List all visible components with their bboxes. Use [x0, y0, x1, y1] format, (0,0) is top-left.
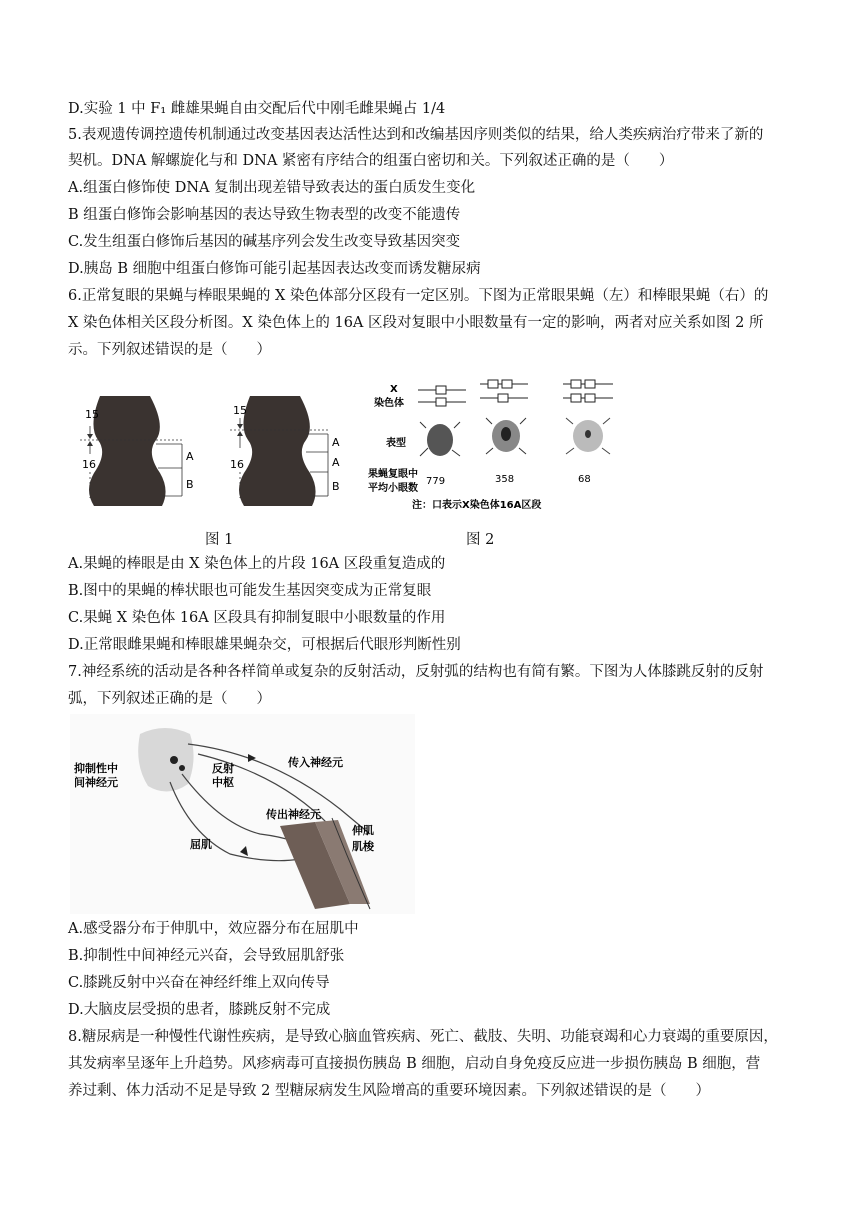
- chromosome-symbol-double-bar: [563, 380, 613, 402]
- figure-1-caption: 图 1: [205, 532, 234, 548]
- text-line: 养过剩、体力活动不足是导致 2 型糖尿病发生风险增高的重要环境因素。下列叙述错误的是（ ）: [68, 1083, 710, 1099]
- count-value: 779: [426, 476, 446, 487]
- band-label: B: [332, 480, 340, 493]
- center-label: 中枢: [212, 776, 234, 789]
- inhibitory-label: 间神经元: [74, 776, 118, 789]
- spindle-label: 肌梭: [352, 840, 374, 853]
- figure-1-chromosomes: [70, 378, 360, 513]
- count-label: 果蝇复眼中: [368, 469, 418, 480]
- x-label: X: [390, 384, 398, 395]
- option-line: A.感受器分布于伸肌中，效应器分布在屈肌中: [68, 921, 359, 937]
- option-line: B 组蛋白修饰会影响基因的表达导致生物表型的改变不能遗传: [68, 207, 461, 223]
- option-line: B.图中的果蝇的棒状眼也可能发生基因突变成为正常复眼: [68, 583, 432, 599]
- figure-2-caption: 图 2: [466, 532, 495, 548]
- text-line: 7.神经系统的活动是各种各样简单或复杂的反射活动，反射弧的结构也有简有繁。下图为人体膝跳反射的反射: [68, 664, 764, 680]
- option-line: A.果蝇的棒眼是由 X 染色体上的片段 16A 区段重复造成的: [68, 556, 446, 572]
- figure-2-phenotypes: [368, 378, 658, 513]
- fly-head-bar: [486, 418, 526, 454]
- phenotype-label: 表型: [386, 438, 406, 449]
- chromosome-symbol-normal: [418, 386, 466, 406]
- option-line: B.抑制性中间神经元兴奋，会导致屈肌舒张: [68, 948, 345, 964]
- text-line: 6.正常复眼的果蝇与棒眼果蝇的 X 染色体部分区段有一定区别。下图为正常眼果蝇（左）和棒眼果蝇（右）的: [68, 288, 769, 304]
- neuron-icon: [179, 765, 185, 771]
- figure-note: 注：口表示X染色体16A区段: [412, 500, 542, 511]
- text-line: X 染色体相关区段分析图。X 染色体上的 16A 区段对复眼中小眼数量有一定的影响，两者对应关系如图 2 所: [68, 315, 764, 331]
- efferent-label: 传出神经元: [266, 808, 321, 821]
- option-line: C.发生组蛋白修饰后基因的碱基序列会发生改变导致基因突变: [68, 234, 461, 250]
- inhibitory-label: 抑制性中: [74, 762, 118, 775]
- text-line: 弧，下列叙述正确的是（ ）: [68, 691, 271, 707]
- chromosome-label: 染色体: [374, 398, 404, 409]
- option-line: D.大脑皮层受损的患者，膝跳反射不完成: [68, 1002, 331, 1018]
- count-value: 358: [495, 474, 515, 485]
- label-16: 16: [230, 458, 244, 471]
- afferent-label: 传入神经元: [288, 756, 343, 769]
- text-line: 8.糖尿病是一种慢性代谢性疾病，是导致心脑血管疾病、死亡、截肢、失明、功能衰竭和心力衰竭的重要原因，: [68, 1029, 778, 1045]
- figure-reflex-arc: [70, 714, 415, 914]
- label-15: 15: [233, 404, 247, 417]
- text-line: 契机。DNA 解螺旋化与和 DNA 紧密有序结合的组蛋白密切和关。下列叙述正确的是（ ）: [68, 153, 674, 169]
- neuron-icon: [170, 756, 178, 764]
- text-line: 其发病率呈逐年上升趋势。风疹病毒可直接损伤胰岛 B 细胞，启动自身免疫反应进一步损伤胰岛 B 细胞，营: [68, 1056, 761, 1072]
- extensor-label: 伸肌: [352, 824, 374, 837]
- text-line: D.实验 1 中 F₁ 雌雄果蝇自由交配后代中刚毛雌果蝇占 1/4: [68, 101, 446, 117]
- fly-head-double-bar: [566, 418, 610, 454]
- count-value: 68: [578, 474, 591, 485]
- band-label: A: [332, 456, 340, 469]
- band-label: A: [332, 436, 340, 449]
- count-label: 平均小眼数: [368, 483, 418, 494]
- option-line: C.果蝇 X 染色体 16A 区段具有抑制复眼中小眼数量的作用: [68, 610, 446, 626]
- flexor-label: 屈肌: [190, 838, 212, 851]
- option-line: D.正常眼雌果蝇和棒眼雄果蝇杂交，可根据后代眼形判断性别: [68, 637, 461, 653]
- band-label: B: [186, 478, 194, 491]
- chromosome-symbol-bar: [480, 380, 528, 402]
- label-16: 16: [82, 458, 96, 471]
- option-line: A.组蛋白修饰使 DNA 复制出现差错导致表达的蛋白质发生变化: [68, 180, 476, 196]
- fly-head-normal: [420, 422, 460, 456]
- text-line: 示。下列叙述错误的是（ ）: [68, 342, 271, 358]
- text-line: 5.表观遗传调控遗传机制通过改变基因表达活性达到和改编基因序则类似的结果，给人类疾病治疗带来了新的: [68, 127, 764, 143]
- spinal-cord-icon: [138, 728, 193, 792]
- label-15: 15: [85, 408, 99, 421]
- center-label: 反射: [212, 762, 234, 775]
- option-line: D.胰岛 B 细胞中组蛋白修饰可能引起基因表达改变而诱发糖尿病: [68, 261, 481, 277]
- option-line: C.膝跳反射中兴奋在神经纤维上双向传导: [68, 975, 330, 991]
- band-label: A: [186, 450, 194, 463]
